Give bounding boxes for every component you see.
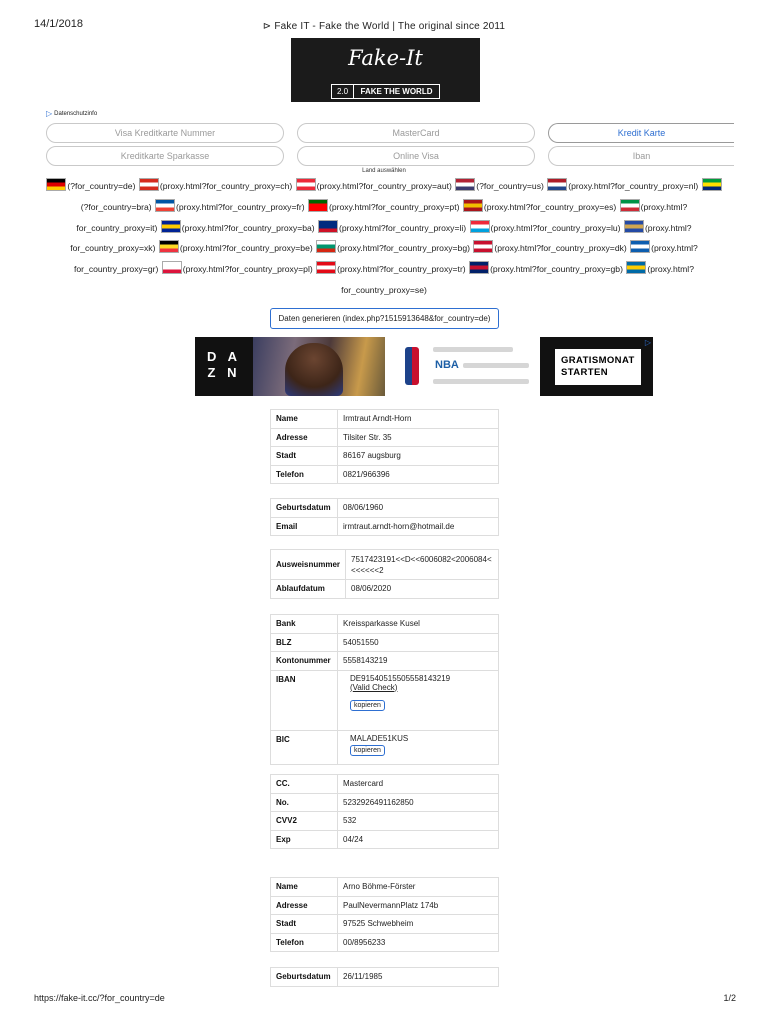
country-link[interactable]: (proxy.html?for_country_proxy=se) <box>341 264 694 295</box>
field-value: Arno Böhme-Förster <box>338 878 499 897</box>
field-label: Name <box>271 878 338 897</box>
field-label: Adresse <box>271 896 338 915</box>
dazn-logo-line1: D A <box>207 349 241 364</box>
field-value: irmtraut.arndt-horn@hotmail.de <box>338 517 499 536</box>
pill-mastercard[interactable]: MasterCard <box>297 123 535 143</box>
kontonummer-value: 5558143219 <box>338 652 499 671</box>
field-label: Ablaufdatum <box>271 580 346 599</box>
pill-kreditkarte-sparkasse[interactable]: Kreditkarte Sparkasse <box>46 146 284 166</box>
field-label: Stadt <box>271 447 338 466</box>
field-label: CVV2 <box>271 812 338 831</box>
table-row <box>271 670 499 730</box>
iban-cell <box>338 670 499 730</box>
bank-table <box>270 614 499 765</box>
table-row <box>271 550 499 580</box>
iban-value: DE91540515505558143219 <box>350 673 451 683</box>
country-flag-icon[interactable] <box>547 178 567 191</box>
table-row <box>271 915 499 934</box>
table-row <box>271 428 499 447</box>
country-flag-icon[interactable] <box>702 178 722 191</box>
print-date: 14/1/2018 <box>34 18 83 30</box>
field-label: Adresse <box>271 428 338 447</box>
ad-faded-text-line <box>433 347 513 352</box>
country-link[interactable]: (proxy.html?for_country_proxy=ch) <box>159 181 293 191</box>
country-link[interactable]: (proxy.html?for_country_proxy=lu) <box>490 222 621 233</box>
print-page-title: ⊳ Fake IT - Fake the World | The original since 2011 <box>262 21 506 32</box>
field-value: 08/06/1960 <box>338 499 499 518</box>
bic-cell <box>338 730 499 764</box>
country-flag-icon[interactable] <box>470 220 490 233</box>
logo-script-text: Fake-It <box>348 46 423 70</box>
country-link[interactable]: (proxy.html?for_country_proxy=es) <box>483 201 617 212</box>
site-logo[interactable] <box>291 38 480 102</box>
country-flag-icon[interactable] <box>469 261 489 274</box>
contact-table <box>270 498 499 536</box>
table-row <box>271 465 499 484</box>
credit-card-table <box>270 774 499 849</box>
table-row <box>271 615 499 634</box>
field-label: Telefon <box>271 465 338 484</box>
field-label: CC. <box>271 775 338 794</box>
country-flag-icon[interactable] <box>316 240 336 253</box>
field-value: 97525 Schwebheim <box>338 915 499 934</box>
field-value: 532 <box>338 812 499 831</box>
country-flag-icon[interactable] <box>624 220 644 233</box>
contact-table <box>270 967 499 987</box>
ad-faded-text-line <box>463 363 529 368</box>
table-row <box>271 775 499 794</box>
country-link[interactable]: (proxy.html?for_country_proxy=be) <box>179 243 313 254</box>
pill-iban[interactable]: Iban <box>548 146 734 166</box>
pill-visa-kreditkarte[interactable]: Visa Kreditkarte Nummer <box>46 123 284 143</box>
field-value: Tilsiter Str. 35 <box>338 428 499 447</box>
country-flag-icon[interactable] <box>161 220 181 233</box>
country-flag-icon[interactable] <box>318 220 338 233</box>
bank-label: Bank <box>271 615 338 634</box>
table-row <box>271 633 499 652</box>
country-link[interactable]: (proxy.html?for_country_proxy=dk) <box>494 243 627 254</box>
nba-logo-icon <box>405 347 419 385</box>
country-link[interactable]: (proxy.html?for_country_proxy=ba) <box>181 222 315 233</box>
field-value: Mastercard <box>338 775 499 794</box>
identity-table <box>270 409 499 484</box>
field-label: Telefon <box>271 933 338 952</box>
field-value: 04/24 <box>338 830 499 849</box>
table-row <box>271 517 499 536</box>
table-row <box>271 652 499 671</box>
pill-kredit-karte[interactable]: Kredit Karte <box>548 123 734 143</box>
country-link[interactable]: (?for_country=us) <box>476 181 544 191</box>
ad-faded-text-line <box>433 379 529 384</box>
copy-iban-button[interactable]: kopieren <box>350 700 385 711</box>
country-flag-icon[interactable] <box>139 178 159 191</box>
country-flag-icon[interactable] <box>46 178 66 191</box>
field-value: Irmtraut Arndt-Horn <box>338 410 499 429</box>
kontonummer-label: Kontonummer <box>271 652 338 671</box>
country-link[interactable]: (proxy.html?for_country_proxy=aut) <box>316 181 452 191</box>
blz-label: BLZ <box>271 633 338 652</box>
field-label: Geburtsdatum <box>271 968 338 987</box>
ad-cta-line1: GRATISMONAT <box>561 355 635 366</box>
field-value: 7517423191<<D<<6006082<2006084<<<<<<<2 <box>346 550 499 580</box>
field-value: 5232926491162850 <box>338 793 499 812</box>
country-flag-icon[interactable] <box>473 240 493 253</box>
print-url: https://fake-it.cc/?for_country=de <box>34 993 165 1003</box>
field-value: 86167 augsburg <box>338 447 499 466</box>
ad-cta-line2: STARTEN <box>561 367 608 378</box>
country-flag-icon[interactable] <box>162 261 182 274</box>
field-label: Exp <box>271 830 338 849</box>
copy-bic-button[interactable]: kopieren <box>350 745 385 756</box>
privacy-link-label: Datenschutzinfo <box>54 110 98 117</box>
ad-cta-button[interactable] <box>555 349 641 385</box>
adchoices-icon[interactable]: ▷ <box>644 338 651 347</box>
country-flag-list <box>44 176 724 301</box>
field-label: Email <box>271 517 338 536</box>
country-link[interactable]: (proxy.html?for_country_proxy=nl) <box>568 181 699 191</box>
bic-value: MALADE51KUS <box>350 733 409 743</box>
bic-label: BIC <box>271 730 338 764</box>
country-flag-icon[interactable] <box>155 199 175 212</box>
field-label: Geburtsdatum <box>271 499 338 518</box>
table-row <box>271 499 499 518</box>
id-document-table <box>270 549 499 599</box>
field-label: Ausweisnummer <box>271 550 346 580</box>
table-row <box>271 968 499 987</box>
country-flag-icon[interactable] <box>463 199 483 212</box>
country-link[interactable]: (?for_country=de) <box>67 181 136 191</box>
print-page-number: 1/2 <box>723 993 736 1003</box>
identity-table <box>270 877 499 952</box>
country-link[interactable]: (proxy.html?for_country_proxy=bg) <box>337 243 470 254</box>
country-link[interactable]: (proxy.html?for_country_proxy=li) <box>339 222 467 233</box>
ad-player-figure <box>285 343 343 396</box>
ad-nba-text: NBA <box>435 359 459 371</box>
country-link[interactable]: (proxy.html?for_country_proxy=fr) <box>176 201 305 212</box>
country-flag-icon[interactable] <box>159 240 179 253</box>
field-value: 26/11/1985 <box>338 968 499 987</box>
country-link[interactable]: (proxy.html?for_country_proxy=pt) <box>328 201 460 212</box>
dazn-logo-line2: Z N <box>207 365 241 380</box>
country-select-label: Land auswählen <box>362 168 406 174</box>
valid-check-link[interactable]: (Valid Check) <box>350 682 398 692</box>
country-link[interactable]: (?for_country=bra) <box>80 201 152 212</box>
country-flag-icon[interactable] <box>455 178 475 191</box>
country-link[interactable]: (proxy.html?for_country_proxy=pl) <box>182 264 313 275</box>
ad-banner[interactable] <box>195 337 653 396</box>
pill-online-visa[interactable]: Online Visa <box>297 146 535 166</box>
blz-value: 54051550 <box>338 633 499 652</box>
play-icon: ▷ <box>46 109 53 118</box>
dazn-logo <box>195 337 253 396</box>
privacy-link[interactable] <box>46 109 97 118</box>
country-flag-icon[interactable] <box>296 178 316 191</box>
country-flag-icon[interactable] <box>620 199 640 212</box>
table-row <box>271 830 499 849</box>
field-value: 08/06/2020 <box>346 580 499 599</box>
country-flag-icon[interactable] <box>308 199 328 212</box>
country-flag-icon[interactable] <box>630 240 650 253</box>
bank-value: Kreissparkasse Kusel <box>338 615 499 634</box>
table-row <box>271 878 499 897</box>
generate-data-button[interactable]: Daten generieren (index.php?1515913648&for_country=de) <box>270 308 499 329</box>
field-value: 0821/966396 <box>338 465 499 484</box>
table-row <box>271 896 499 915</box>
field-value: 00/8956233 <box>338 933 499 952</box>
field-label: Name <box>271 410 338 429</box>
table-row <box>271 410 499 429</box>
country-link[interactable]: (proxy.html?for_country_proxy=xk) <box>70 222 692 254</box>
country-link[interactable]: (proxy.html?for_country_proxy=gr) <box>74 243 698 275</box>
field-label: Stadt <box>271 915 338 934</box>
field-value: PaulNevermannPlatz 174b <box>338 896 499 915</box>
table-row <box>271 580 499 599</box>
field-label: No. <box>271 793 338 812</box>
country-link[interactable]: (proxy.html?for_country_proxy=it) <box>76 201 688 233</box>
logo-version: 2.0 <box>332 85 354 98</box>
country-link[interactable]: (proxy.html?for_country_proxy=gb) <box>490 264 623 275</box>
table-row <box>271 933 499 952</box>
table-row <box>271 447 499 466</box>
table-row <box>271 793 499 812</box>
iban-label: IBAN <box>271 670 338 730</box>
table-row <box>271 812 499 831</box>
table-row <box>271 730 499 764</box>
country-link[interactable]: (proxy.html?for_country_proxy=tr) <box>337 264 466 275</box>
country-flag-icon[interactable] <box>626 261 646 274</box>
logo-badge <box>331 84 440 99</box>
country-flag-icon[interactable] <box>316 261 336 274</box>
logo-tagline: FAKE THE WORLD <box>360 87 433 96</box>
